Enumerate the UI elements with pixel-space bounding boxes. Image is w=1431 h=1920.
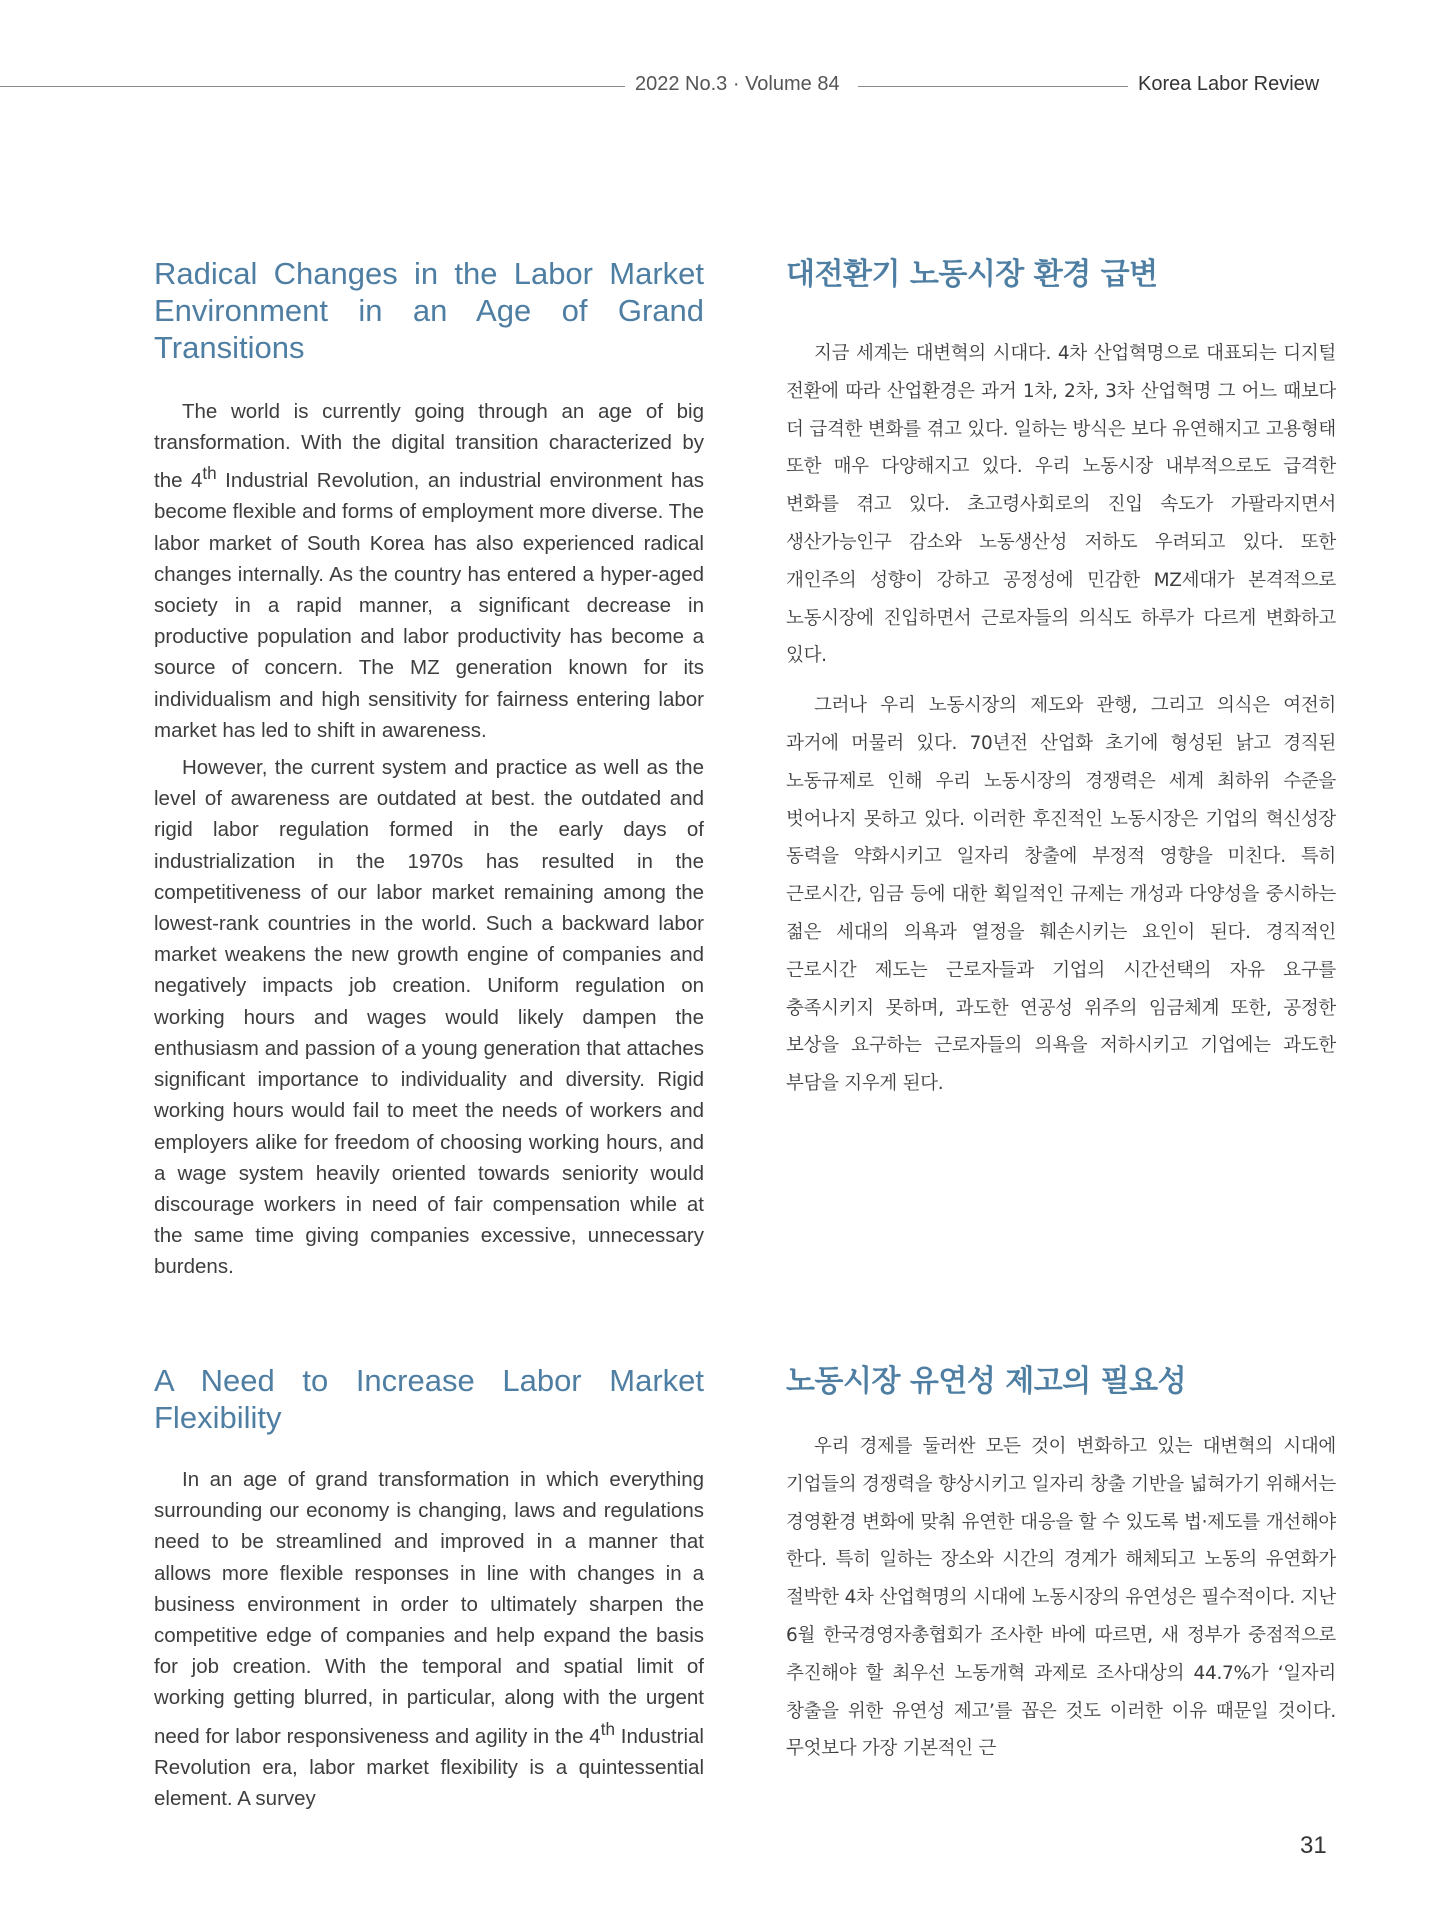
- section-heading-ko: 대전환기 노동시장 환경 급변: [786, 257, 1158, 292]
- superscript: th: [600, 1719, 615, 1739]
- section-body-ko: [786, 1428, 1336, 1768]
- superscript: th: [202, 464, 217, 484]
- section-heading-ko: 노동시장 유연성 제고의 필요성: [786, 1364, 1187, 1399]
- paragraph: [154, 396, 704, 746]
- header-rule-middle: [858, 86, 1128, 87]
- paragraph-text: In an age of grand transformation in which everything surrounding our economy is changing, laws and regulations need to be streamlined and improved in a manner that allows more flexible responses in line with changes in a business environment in order to ultimately sharpen the competitive edge of companies and help expand the basis for job creation. With the temporal and spatial limit of working getting blurred, in particular, along with the urgent need for labor responsiveness and agility in the 4: [154, 1468, 704, 1748]
- paragraph: 그러나 우리 노동시장의 제도와 관행, 그리고 의식은 여전히 과거에 머물러 있다. 70년전 산업화 초기에 형성된 낡고 경직된 노동규제로 인해 우리 노동시장의 경쟁력은 세계 최하위 수준을 벗어나지 못하고 있다. 이러한 후진적인 노동시장은 기업의 혁신성장 동력을 약화시키고 일자리 창출에 부정적 영향을 미친다. 특히 근로시간, 임금 등에 대한 획일적인 규제는 개성과 다양성을 중시하는 젊은 세대의 의욕과 열정을 훼손시키는 요인이 된다. 경직적인 근로시간 제도는 근로자들과 기업의 시간선택의 자유 요구를 충족시키지 못하며, 과도한 연공성 위주의 임금체계 또한, 공정한 보상을 요구하는 근로자들의 의욕을 저하시키고 기업에는 과도한 부담을 지우게 된다.: [786, 695, 1336, 1095]
- paragraph: 우리 경제를 둘러싼 모든 것이 변화하고 있는 대변혁의 시대에 기업들의 경쟁력을 향상시키고 일자리 창출 기반을 넓혀가기 위해서는 경영환경 변화에 맞춰 유연한 대응을 할 수 있도록 법·제도를 개선해야 한다. 특히 일하는 장소와 시간의 경계가 해체되고 노동의 유연화가 절박한 4차 산업혁명의 시대에 노동시장의 유연성은 필수적이다. 지난 6월 한국경영자총협회가 조사한 바에 따르면, 새 정부가 중점적으로 추진해야 할 최우선 노동개혁 과제로 조사대상의 44.7%가 ‘일자리 창출을 위한 유연성 제고’를 꼽은 것도 이러한 이유 때문일 것이다. 무엇보다 가장 기본적인 근: [786, 1436, 1336, 1760]
- section-radical-changes-ko: [786, 255, 1336, 1115]
- section-body-en: [154, 396, 704, 1283]
- issue-info: 2022 No.3 · Volume 84: [635, 73, 840, 95]
- journal-title: Korea Labor Review: [1138, 73, 1320, 95]
- paragraph-text: Industrial Revolution, an industrial environment has become flexible and forms of employment more diverse. The labor market of South Korea has also experienced radical changes internally. As the country has entered a hyper-aged society in a rapid manner, a significant decrease in productive population and labor productivity has become a source of concern. The MZ generation known for its individualism and high sensitivity for fairness entering labor market has led to shift in awareness.: [154, 469, 704, 742]
- paragraph: [154, 1464, 704, 1814]
- section-radical-changes-en: [154, 255, 704, 1289]
- header-rule-left: [0, 86, 625, 87]
- section-heading-en: Radical Changes in the Labor Market Environment in an Age of Grand Transitions: [154, 256, 704, 365]
- running-header: [0, 70, 1338, 104]
- section-flexibility-ko: [786, 1362, 1336, 1780]
- section-body-en: [154, 1464, 704, 1814]
- paragraph: However, the current system and practice as well as the level of awareness are outdated at best. the outdated and rigid labor regulation formed in the early days of industrialization in the 1970s has resulted in the competitiveness of our labor market remaining among the lowest-rank countries in the world. Such a backward labor market weakens the new growth engine of companies and negatively impacts job creation. Uniform regulation on working hours and wages would likely dampen the enthusiasm and passion of a young generation that attaches significant importance to individuality and diversity. Rigid working hours would fail to meet the needs of workers and employers alike for freedom of choosing working hours, and a wage system heavily oriented towards seniority would discourage workers in need of fair compensation while at the same time giving companies excessive, unnecessary burdens.: [154, 756, 704, 1279]
- page-number: 31: [1300, 1832, 1327, 1859]
- section-flexibility-en: [154, 1362, 704, 1820]
- section-heading-en: A Need to Increase Labor Market Flexibility: [154, 1363, 704, 1435]
- paragraph: 지금 세계는 대변혁의 시대다. 4차 산업혁명으로 대표되는 디지털 전환에 따라 산업환경은 과거 1차, 2차, 3차 산업혁명 그 어느 때보다 더 급격한 변화를 겪고 있다. 일하는 방식은 보다 유연해지고 고용형태 또한 매우 다양해지고 있다. 우리 노동시장 내부적으로도 급격한 변화를 겪고 있다. 초고령사회로의 진입 속도가 가팔라지면서 생산가능인구 감소와 노동생산성 저하도 우려되고 있다. 또한 개인주의 성향이 강하고 공정성에 민감한 MZ세대가 본격적으로 노동시장에 진입하면서 근로자들의 의식도 하루가 다르게 변화하고 있다.: [786, 343, 1336, 667]
- section-body-ko: [786, 335, 1336, 1103]
- paragraph-text: The world is currently going through an age of big transformation. With the digital transition characterized by the 4: [154, 400, 704, 493]
- paragraph-text: Industrial Revolution era, labor market flexibility is a quintessential element. A survey: [154, 1724, 704, 1810]
